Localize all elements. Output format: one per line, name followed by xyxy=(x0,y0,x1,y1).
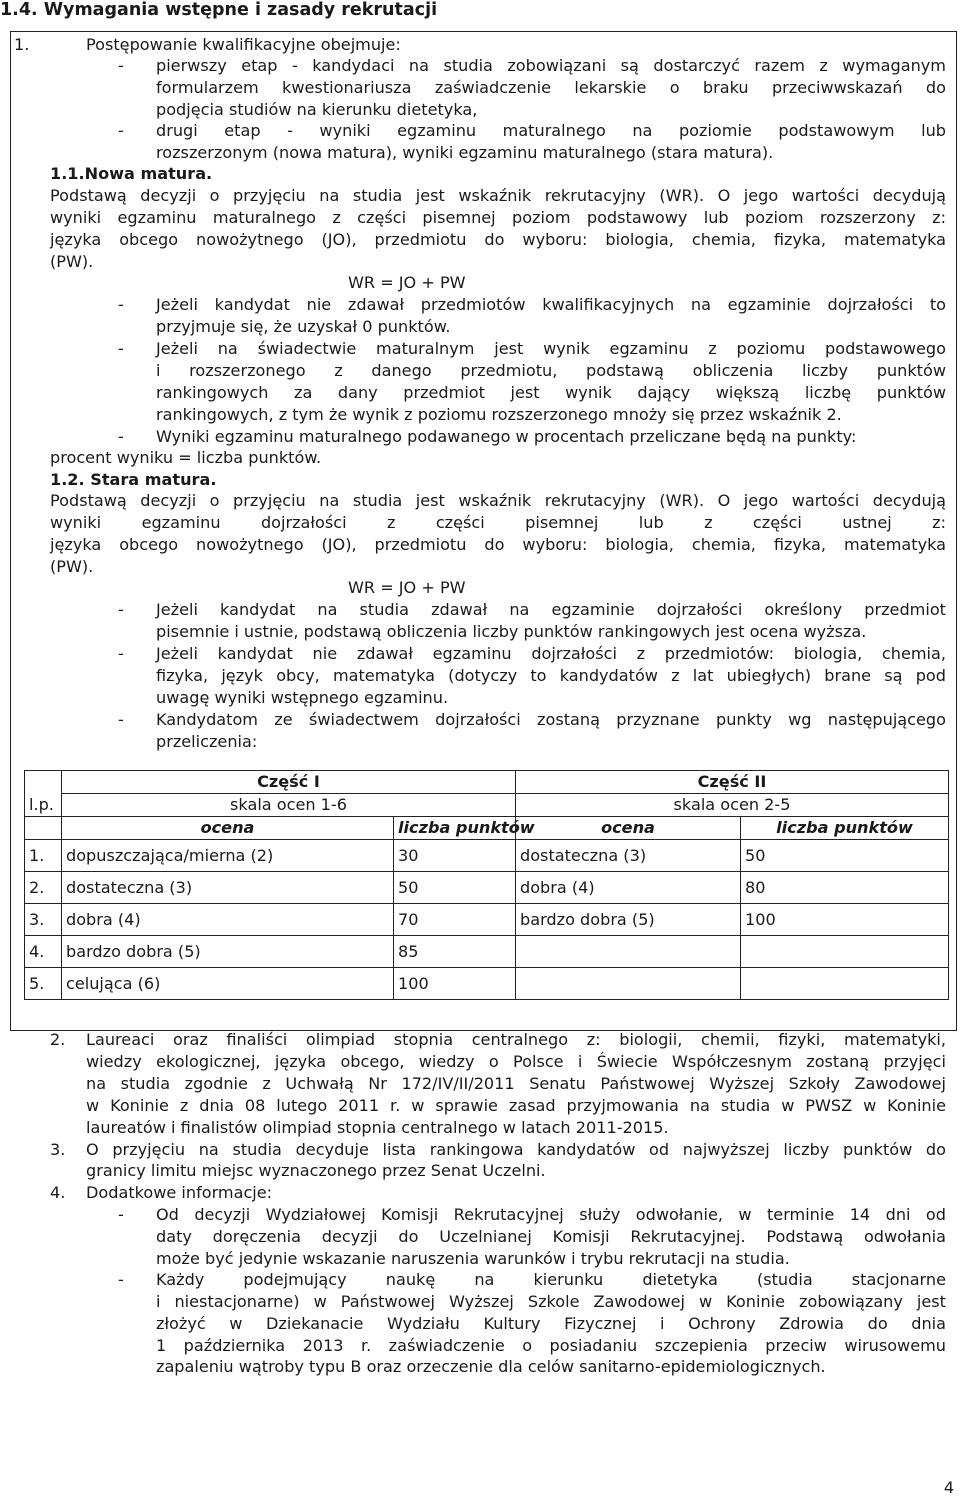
points-part1: 85 xyxy=(394,936,516,968)
section-heading: 1.4. Wymagania wstępne i zasady rekrutacji xyxy=(0,0,438,20)
points-part1: 70 xyxy=(394,904,516,936)
item-number: 3. xyxy=(50,1140,66,1159)
bullet-dash: - xyxy=(118,427,124,446)
subsection-title: 1.1.Nowa matura. xyxy=(50,164,213,183)
grade-part2: dobra (4) xyxy=(516,872,741,904)
item-title: Postępowanie kwalifikacyjne obejmuje: xyxy=(86,35,401,54)
points-part1: 30 xyxy=(394,840,516,872)
text-line: wiedzy ekologicznej, języka obcego, wiedzy o Polsce i Świecie Współczesnym zostaną przyjęci xyxy=(86,1052,946,1071)
text-line: granicy limitu miejsc wyznaczonego przez Senat Uczelni. xyxy=(86,1161,546,1180)
text-line: formularzem kwestionariusza zaświadczenie lekarskie o braku przeciwwskazań do xyxy=(156,78,946,97)
text-line: Od decyzji Wydziałowej Komisji Rekrutacyjnej służy odwołanie, w terminie 14 dni od xyxy=(156,1205,946,1224)
table-row xyxy=(25,904,949,936)
text-line: i rozszerzonego z danego przedmiotu, podstawą obliczenia liczby punktów xyxy=(156,361,946,380)
points-part2 xyxy=(741,936,949,968)
formula: WR = JO + PW xyxy=(348,273,466,292)
text-line: Kandydatom ze świadectwem dojrzałości zostaną przyznane punkty wg następującego xyxy=(156,710,946,729)
grade-part1: dobra (4) xyxy=(62,904,394,936)
text-line: Podstawą decyzji o przyjęciu na studia jest wskaźnik rekrutacyjny (WR). O jego wartości decydują xyxy=(50,491,946,510)
col-points-header: liczba punktów xyxy=(741,817,949,840)
points-part2: 50 xyxy=(741,840,949,872)
text-line: zapaleniu wątroby typu B oraz orzeczenie dla celów sanitarno-epidemiologicznych. xyxy=(156,1357,826,1376)
text-line: może być jedynie wskazanie naruszenia warunków i trybu rekrutacji na studia. xyxy=(156,1249,790,1268)
part2-header: Część II xyxy=(516,771,949,794)
row-number: 4. xyxy=(25,936,62,968)
row-number: 1. xyxy=(25,840,62,872)
text-line: 1 października 2013 r. zaświadczenie o posiadaniu szczepienia przeciw wirusowemu xyxy=(156,1336,946,1355)
text-line: Każdy podejmujący naukę na kierunku dietetyka (studia stacjonarne xyxy=(156,1270,946,1289)
item-title: Dodatkowe informacje: xyxy=(86,1183,273,1202)
grade-part1: celująca (6) xyxy=(62,968,394,1000)
part1-header: Część I xyxy=(62,771,516,794)
text-line: fizyka, język obcy, matematyka (dotyczy to kandydatów z lat ubiegłych) brane są pod xyxy=(156,666,946,685)
text-line: pisemnie i ustnie, podstawą obliczenia liczby punktów rankingowych jest ocena wyższa. xyxy=(156,622,867,641)
text-line: w Koninie z dnia 08 lutego 2011 r. w sprawie zasad przyjmowania na studia w PWSZ w Koninie xyxy=(86,1096,946,1115)
text-line: na studia zgodnie z Uchwałą Nr 172/IV/II/2011 Senatu Państwowej Wyższej Szkoły Zawodowej xyxy=(86,1074,946,1093)
text-line: przyjmuje się, że uzyskał 0 punktów. xyxy=(156,317,451,336)
text-line: (PW). xyxy=(50,557,94,576)
grade-part1: dostateczna (3) xyxy=(62,872,394,904)
points-part2: 80 xyxy=(741,872,949,904)
item-number: 2. xyxy=(50,1030,66,1049)
text-line: (PW). xyxy=(50,252,94,271)
text-line: języka obcego nowożytnego (JO), przedmiotu do wyboru: biologia, chemia, fizyka, matematyka xyxy=(50,535,946,554)
bullet-dash: - xyxy=(118,295,124,314)
text-line: wyniki egzaminu dojrzałości z części pisemnej lub z części ustnej z: xyxy=(50,513,946,532)
col-points-header: liczba punktów xyxy=(394,817,516,840)
text-line: złożyć w Dziekanacie Wydziału Kultury Fizycznej i Ochrony Zdrowia do dnia xyxy=(156,1314,946,1333)
text-line: Podstawą decyzji o przyjęciu na studia jest wskaźnik rekrutacyjny (WR). O jego wartości decydują xyxy=(50,186,946,205)
grade-part1: bardzo dobra (5) xyxy=(62,936,394,968)
text-line: Jeżeli na świadectwie maturalnym jest wynik egzaminu z poziomu podstawowego xyxy=(156,339,946,358)
lp-header: l.p. xyxy=(25,771,62,817)
page-number: 4 xyxy=(943,1478,954,1497)
bullet-dash: - xyxy=(118,1205,124,1224)
item-number: 4. xyxy=(50,1183,66,1202)
empty-cell xyxy=(25,817,62,840)
grade-part2 xyxy=(516,968,741,1000)
text-line: uwagę wyniki wstępnego egzaminu. xyxy=(156,688,449,707)
grade-part2 xyxy=(516,936,741,968)
points-part1: 50 xyxy=(394,872,516,904)
text-line: podjęcia studiów na kierunku dietetyka, xyxy=(156,100,478,119)
text-line: laureatów i finalistów olimpiad stopnia centralnego w latach 2011-2015. xyxy=(86,1118,669,1137)
bullet-dash: - xyxy=(118,644,124,663)
row-number: 5. xyxy=(25,968,62,1000)
text-line: O przyjęciu na studia decyduje lista rankingowa kandydatów od najwyższej liczby punktów do xyxy=(86,1140,946,1159)
text-line: Jeżeli kandydat nie zdawał przedmiotów kwalifikacyjnych na egzaminie dojrzałości to xyxy=(156,295,946,314)
text-line: przeliczenia: xyxy=(156,732,258,751)
table-row xyxy=(25,936,949,968)
text-line: Jeżeli kandydat nie zdawał egzaminu dojrzałości z przedmiotów: biologia, chemia, xyxy=(156,644,946,663)
grade-points-table xyxy=(24,770,949,1000)
grade-part1: dopuszczająca/mierna (2) xyxy=(62,840,394,872)
bullet-dash: - xyxy=(118,121,124,140)
grade-part2: dostateczna (3) xyxy=(516,840,741,872)
text-line: pierwszy etap - kandydaci na studia zobowiązani są dostarczyć razem z wymaganym xyxy=(156,56,946,75)
bullet-dash: - xyxy=(118,1270,124,1289)
text-line: wyniki egzaminu maturalnego z części pisemnej poziom podstawowy lub poziom rozszerzony z: xyxy=(50,208,946,227)
points-part2 xyxy=(741,968,949,1000)
table-row xyxy=(25,872,949,904)
text-line: Wyniki egzaminu maturalnego podawanego w procentach przeliczane będą na punkty: xyxy=(156,427,857,446)
text-line: i niestacjonarne) w Państwowej Wyższej Szkole Zawodowej w Koninie zobowiązany jest xyxy=(156,1292,946,1311)
row-number: 2. xyxy=(25,872,62,904)
text-line: daty doręczenia decyzji do Uczelnianej Komisji Rekrutacyjnej. Podstawą odwołania xyxy=(156,1227,946,1246)
formula: WR = JO + PW xyxy=(348,578,466,597)
scale2-header: skala ocen 2-5 xyxy=(516,794,949,817)
bullet-dash: - xyxy=(118,339,124,358)
item-number: 1. xyxy=(14,35,30,54)
scale1-header: skala ocen 1-6 xyxy=(62,794,516,817)
col-grade-header: ocena xyxy=(516,817,741,840)
grade-part2: bardzo dobra (5) xyxy=(516,904,741,936)
bullet-dash: - xyxy=(118,56,124,75)
points-part1: 100 xyxy=(394,968,516,1000)
points-part2: 100 xyxy=(741,904,949,936)
text-line: rozszerzonym (nowa matura), wyniki egzaminu maturalnego (stara matura). xyxy=(156,143,774,162)
row-number: 3. xyxy=(25,904,62,936)
subsection-title: 1.2. Stara matura. xyxy=(50,470,217,489)
text-line: drugi etap - wyniki egzaminu maturalnego na poziomie podstawowym lub xyxy=(156,121,946,140)
text-line: Laureaci oraz finaliści olimpiad stopnia centralnego z: biologii, chemii, fizyki, matematyki, xyxy=(86,1030,946,1049)
text-line: Jeżeli kandydat na studia zdawał na egzaminie dojrzałości określony przedmiot xyxy=(156,600,946,619)
bullet-dash: - xyxy=(118,710,124,729)
table-row xyxy=(25,840,949,872)
table-row xyxy=(25,968,949,1000)
text-line: procent wyniku = liczba punktów. xyxy=(50,448,322,467)
col-grade-header: ocena xyxy=(62,817,394,840)
text-line: rankingowych za dany przedmiot jest wynik dający większą liczbę punktów xyxy=(156,383,946,402)
bullet-dash: - xyxy=(118,600,124,619)
text-line: języka obcego nowożytnego (JO), przedmiotu do wyboru: biologia, chemia, fizyka, matematyka xyxy=(50,230,946,249)
text-line: rankingowych, z tym że wynik z poziomu rozszerzonego mnoży się przez wskaźnik 2. xyxy=(156,405,842,424)
